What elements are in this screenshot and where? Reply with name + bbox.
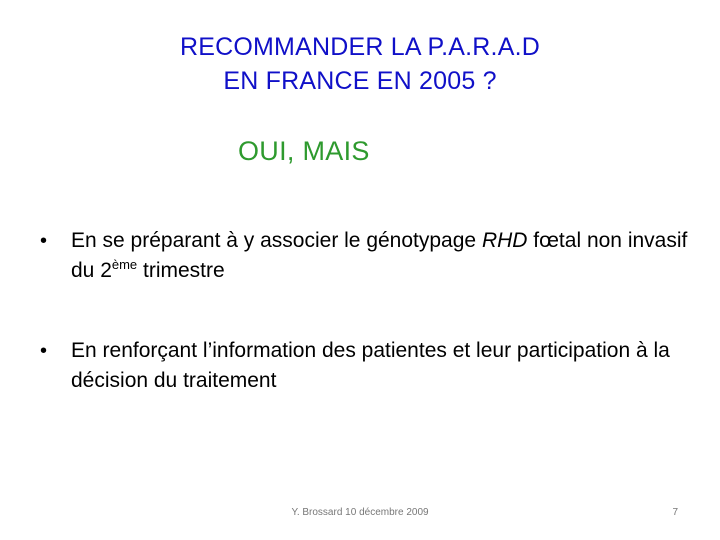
bullet-marker: • (40, 340, 48, 362)
title-line-2: EN FRANCE EN 2005 ? (223, 67, 497, 95)
bullet-1-emphasis: RHD (481, 229, 528, 252)
slide-footer: Y. Brossard 10 décembre 2009 (291, 507, 429, 518)
bullet-1-text-part-2: fœtal non invasif du 2 (71, 229, 688, 282)
slide-title (0, 30, 720, 98)
bullet-item-1 (40, 226, 700, 286)
bullet-1-text-part-3: trimestre (137, 259, 225, 282)
title-line-1: RECOMMANDER LA P.A.R.A.D (180, 33, 540, 61)
bullet-item-2 (40, 336, 700, 396)
bullet-1-text-part-1: En se préparant à y associer le génotypage (71, 229, 482, 252)
slide-subtitle: OUI, MAIS (238, 136, 370, 166)
bullet-marker: • (40, 230, 48, 252)
bullet-2-text: En renforçant l’information des patientes et leur participation à la décision du traitement (71, 339, 670, 392)
bullet-1-superscript: ème (111, 257, 138, 272)
bullet-list (40, 226, 700, 396)
page-number: 7 (672, 507, 678, 518)
